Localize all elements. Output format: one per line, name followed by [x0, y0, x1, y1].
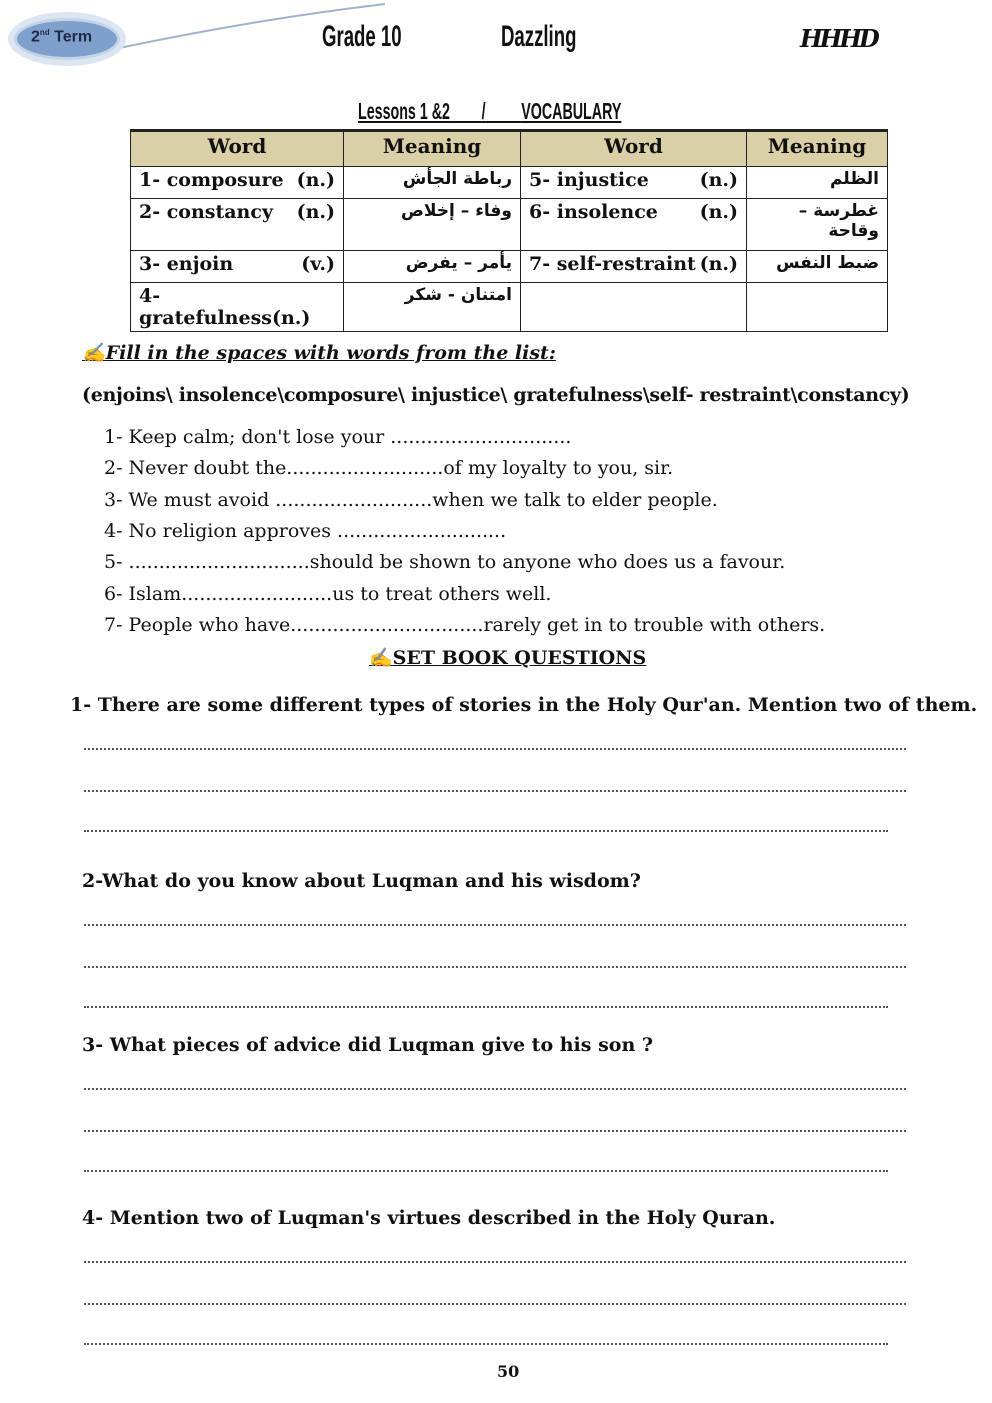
setbook-question: 4- Mention two of Luqman's virtues described in the Holy Quran.	[82, 1207, 776, 1229]
answer-line[interactable]	[84, 924, 906, 926]
answer-line[interactable]	[84, 748, 906, 750]
setbook-question: 3- What pieces of advice did Luqman give to his son ?	[82, 1034, 654, 1056]
page-number: 50	[497, 1362, 520, 1381]
answer-line[interactable]	[84, 1170, 888, 1172]
answer-line[interactable]	[84, 966, 906, 968]
setbook-heading: ✍SET BOOK QUESTIONS	[369, 647, 647, 669]
fill-sentence: 2- Never doubt the..........................of my loyalty to you, sir.	[104, 457, 674, 480]
answer-line[interactable]	[84, 790, 906, 792]
fill-sentence: 4- No religion approves ............................	[104, 519, 507, 542]
word-cell: 3- enjoin (v.)	[131, 251, 344, 283]
word-cell	[521, 283, 747, 332]
meaning-cell: الظلم	[747, 167, 888, 199]
word-cell: 5- injustice (n.)	[521, 167, 747, 199]
header-word: Word	[131, 131, 344, 167]
word-cell: 7- self-restraint (n.)	[521, 251, 747, 283]
meaning-cell: غطرسة – وقاحة	[747, 199, 888, 251]
answer-line[interactable]	[84, 1006, 888, 1008]
fill-sentence: 3- We must avoid ..........................when we talk to elder people.	[104, 488, 718, 511]
word-list: (enjoins\ insolence\composure\ injustice\ gratefulness\self- restraint\constancy)	[82, 384, 910, 406]
word-cell: 4- gratefulness(n.)	[131, 283, 344, 332]
table-row	[131, 199, 888, 251]
setbook-question: 2-What do you know about Luqman and his wisdom?	[82, 870, 641, 892]
word-cell: 1- composure (n.)	[131, 167, 344, 199]
answer-line[interactable]	[84, 1130, 906, 1132]
setbook-question: 1- There are some different types of stories in the Holy Qur'an. Mention two of them.	[70, 694, 978, 716]
word-cell: 2- constancy (n.)	[131, 199, 344, 251]
term-badge: 2nd Term	[14, 18, 120, 60]
meaning-cell: رباطة الجأش	[344, 167, 521, 199]
fill-sentence: 6- Islam.........................us to treat others well.	[104, 582, 552, 605]
header-meaning: Meaning	[344, 131, 521, 167]
meaning-cell	[747, 283, 888, 332]
meaning-cell: ضبط النفس	[747, 251, 888, 283]
header-meaning: Meaning	[747, 131, 888, 167]
meaning-cell: امتنان - شكر	[344, 283, 521, 332]
fill-sentence: 1- Keep calm; don't lose your ..............................	[104, 426, 572, 448]
fill-sentence: 5- ..............................should be shown to anyone who does us a favour.	[104, 551, 786, 574]
answer-line[interactable]	[84, 1343, 888, 1345]
section-title: Lessons 1 &2 / VOCABULARY	[358, 98, 622, 124]
vocabulary-table	[130, 129, 888, 332]
answer-line[interactable]	[84, 830, 888, 832]
meaning-cell: وفاء – إخلاص	[344, 199, 521, 251]
answer-line[interactable]	[84, 1303, 906, 1305]
word-cell: 6- insolence (n.)	[521, 199, 747, 251]
header-word: Word	[521, 131, 747, 167]
signature-logo: HHHD	[800, 24, 877, 53]
meaning-cell: يأمر – يفرض	[344, 251, 521, 283]
table-row	[131, 283, 888, 332]
table-header-row	[131, 131, 888, 167]
table-row	[131, 167, 888, 199]
fill-heading: ✍Fill in the spaces with words from the list:	[82, 342, 556, 364]
fill-sentence: 7- People who have................................rarely get in to trouble with others.	[104, 613, 826, 636]
grade-label: Grade 10	[322, 20, 402, 53]
answer-line[interactable]	[84, 1261, 906, 1263]
answer-line[interactable]	[84, 1088, 906, 1090]
table-row	[131, 251, 888, 283]
book-title: Dazzling	[501, 20, 577, 53]
